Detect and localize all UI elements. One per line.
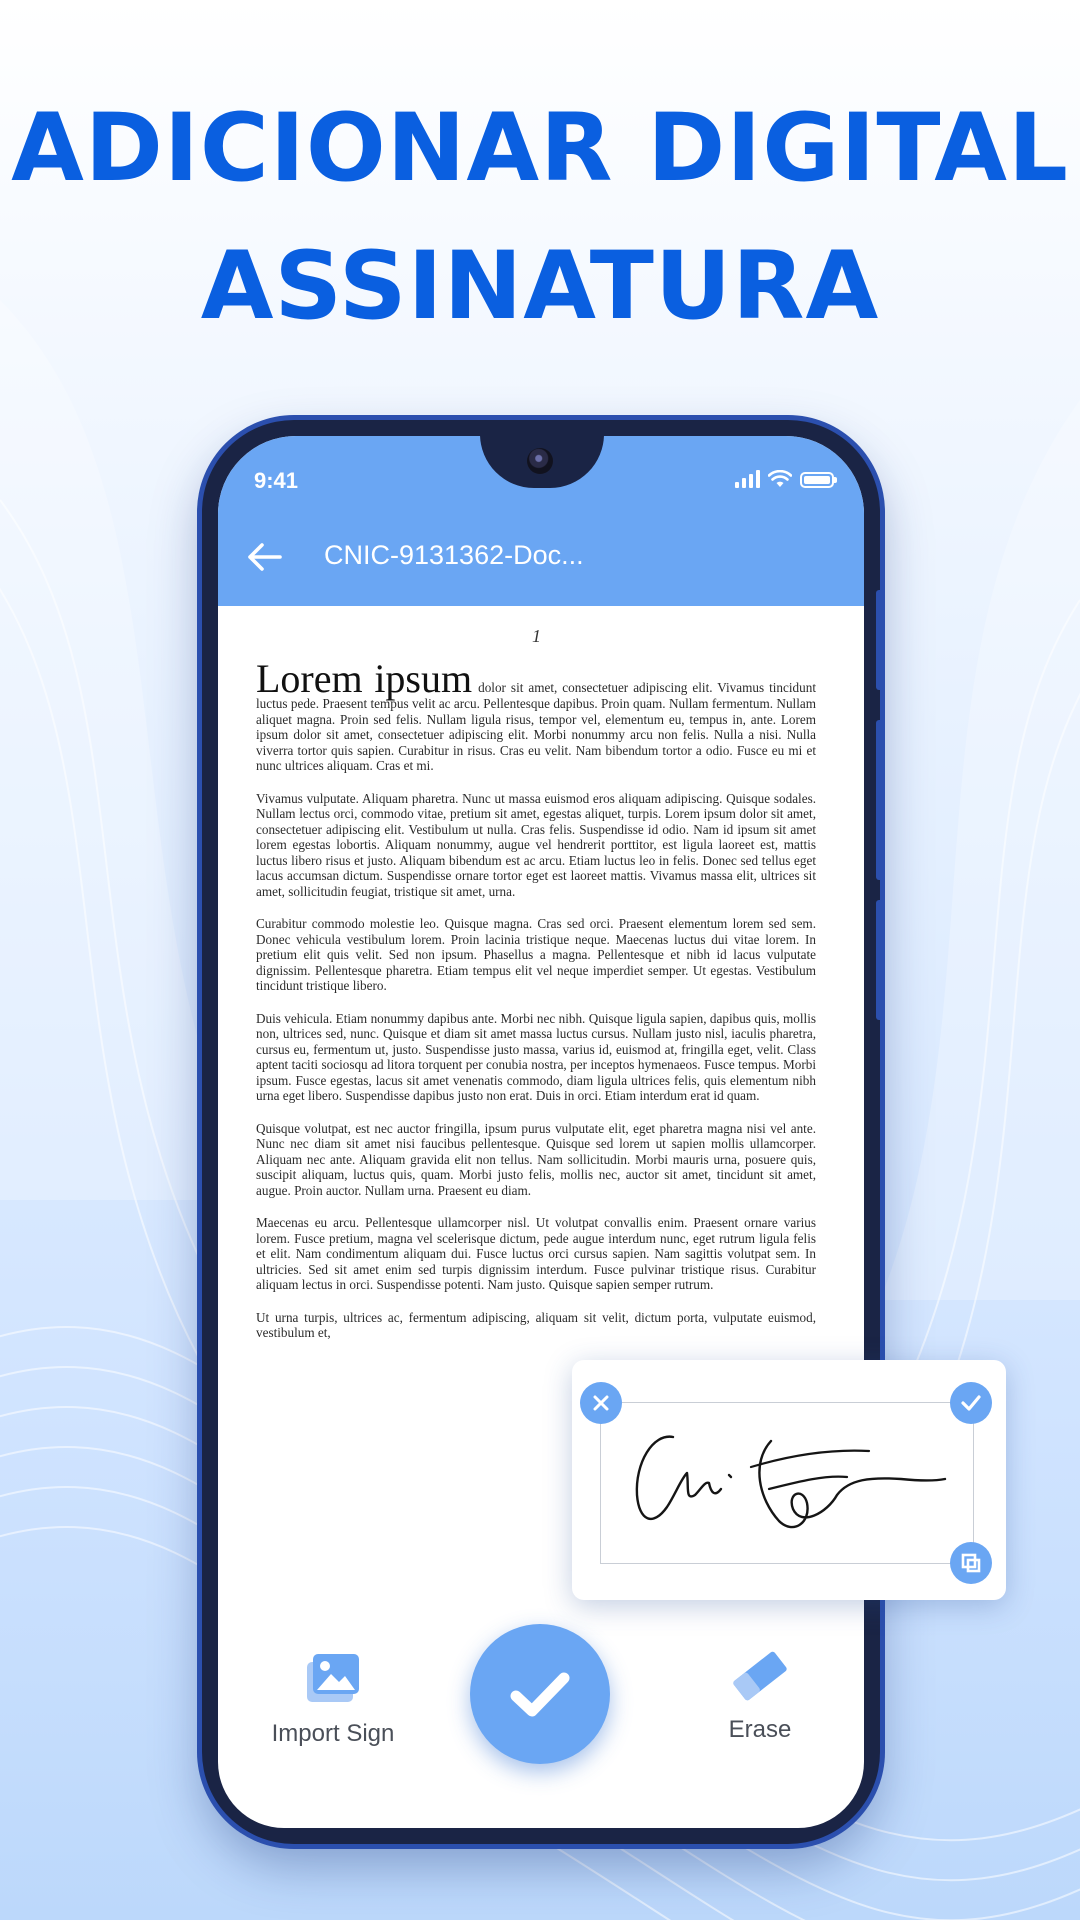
signature-box[interactable] (600, 1402, 974, 1564)
status-time: 9:41 (254, 468, 299, 493)
camera-icon (527, 448, 553, 474)
resize-icon[interactable] (950, 1542, 992, 1584)
headline-line-1: ADICIONAR DIGITAL (11, 94, 1069, 203)
headline-line-2: ASSINATURA (200, 232, 880, 341)
eraser-icon (728, 1648, 792, 1704)
phone-side-button (876, 720, 883, 880)
check-icon (508, 1668, 572, 1720)
document-paragraph: Maecenas eu arcu. Pellentesque ullamcorper nisl. Ut volutpat convallis enim. Praesent ornare varius lorem. Fusce pretium, magna vel scelerisque dictum, pede augue interdum nunc, eget rutrum ligula felis et elit. Nam condimentum aliquam dui. Fusce luctus orci cursus sapien. Nam sagittis volutpat sem. In ultricies. Sed sit amet enim sed turpis dignissim interdum. Fusce pulvinar tristique risus. Curabitur aliquam lectus in orci. Suspendisse potenti. Nam justo. Quisque sapien semper rutrum. (256, 1215, 816, 1292)
document-heading: Lorem ipsum (256, 656, 473, 701)
document-paragraph: Vivamus vulputate. Aliquam pharetra. Nunc ut massa euismod eros aliquam adipiscing. Quisque sodales. Nullam lectus orci, commodo vitae, pretium sit amet, egestas aliquet, turpis. Lorem ipsum dolor sit amet, consectetuer adipiscing elit. Vestibulum ut nulla. Cras felis. Suspendisse id odio. Nam id ipsum sit amet lorem egestas lobortis. Aliquam nonummy, augue vel hendrerit porttitor, est ligula laoreet est, mattis luctus libero risus et justo. Aliquam bibendum est ac arcu. Etiam luctus leo in felis. Donec sed tellus eget lacus accumsan dictum. Suspendisse ornare tortor eget est laoreet mattis. Vivamus massa elit, ultrices sit amet, sollicitudin feugiat, tristique sit amet, urna. (256, 790, 816, 899)
page-number: 1 (532, 626, 541, 646)
status-icons (735, 470, 834, 488)
phone-side-button (876, 590, 883, 690)
image-stack-icon (303, 1650, 363, 1706)
signal-icon (735, 470, 760, 488)
document-paragraph: Lorem ipsum dolor sit amet, consectetuer adipiscing elit. Vivamus tincidunt luctus pede. Praesent tempus velit ac arcu. Pellentesque dapibus. Proin quam. Nullam fermentum. Nullam aliquet magna. Proin sed felis. Nullam ligula risus, tempor vel, elementum eu, tempus in, ante. Lorem ipsum dolor sit amet, consectetuer adipiscing elit. Morbi nonummy arcu non felis. Nulla a nisi. Nulla viverra tortor quis sapien. Curabitur in risus. Cras eu velit. Nam bibendum tortor a odio. Fusce eu mi et nunc ultrices aliquam. Cras et mi. (256, 656, 816, 773)
confirm-button[interactable] (470, 1624, 610, 1764)
document-body (256, 656, 816, 1358)
arrow-left-icon[interactable] (244, 540, 284, 574)
battery-icon (800, 472, 834, 488)
document-paragraph: Ut urna turpis, ultrices ac, fermentum adipiscing, aliquam sit velit, dictum porta, vulputate euismod, vestibulum et, (256, 1309, 816, 1340)
import-sign-label: Import Sign (271, 1720, 395, 1747)
phone-screen (218, 436, 864, 1828)
document-paragraph: Quisque volutpat, est nec auctor fringilla, ipsum purus vulputate elit, eget pharetra magna nisi vel ante. Nunc nec diam sit amet nisi faucibus pellentesque. Quisque sed lorem ut sapien mollis ullamcorper. Aliquam nec ante. Aliquam gravida elit non tellus. Nam sollicitudin. Morbi mauris urna, posuere quis, suscipit aliquam, luctus quis, quam. Morbi justo felis, mollis nec, auctor sit amet, tincidunt sit amet, augue. Proin auctor. Nullam urna. Praesent eu diam. (256, 1120, 816, 1198)
signature-card[interactable] (572, 1360, 1006, 1600)
wifi-icon (768, 470, 792, 488)
erase-label: Erase (728, 1716, 792, 1743)
phone-side-button (876, 900, 883, 1020)
document-title: CNIC-9131362-Doc... (324, 540, 584, 570)
document-paragraph: Curabitur commodo molestie leo. Quisque magna. Cras sed orci. Praesent elementum lorem sed sem. Donec vehicula vestibulum lorem. Proin lacinia tristique neque. Maecenas luctus dui vitae lorem. In pretium elit quis velit. Sed non ipsum. Phasellus a magna. Pellentesque et nibh id lacus vulputate dignissim. Pellentesque pharetra. Etiam tempus elit vel neque imperdiet semper. Ut egestas. Vestibulum tincidunt tristique libero. (256, 916, 816, 993)
import-sign-button[interactable] (258, 1650, 408, 1748)
handwritten-signature (601, 1403, 973, 1563)
document-paragraph: Duis vehicula. Etiam nonummy dapibus ante. Morbi nec nibh. Quisque ligula sapien, dapibus quis, mollis non, ultrices sed, nunc. Quisque et diam sit amet massa luctus cursus. Nullam justo nisl, iaculis pharetra, cursus eu, fermentum ut, justo. Suspendisse justo massa, varius id, euismod at, fringilla eget, velit. Class aptent taciti sociosqu ad litora torquent per conubia nostra, per inceptos hymenaeos. Fusce tempus. Morbi ipsum. Fusce egestas, lacus sit amet venenatis commodo, diam ligula ultrices felis, quis elementum nibh urna eget libero. Suspendisse dapibus justo non erat. Duis in orci. Etiam interdum erat id quam. (256, 1010, 816, 1103)
erase-button[interactable] (700, 1648, 820, 1744)
document-page (256, 626, 828, 1386)
check-icon[interactable] (950, 1382, 992, 1424)
promo-headline (0, 80, 1080, 356)
close-icon[interactable] (580, 1382, 622, 1424)
